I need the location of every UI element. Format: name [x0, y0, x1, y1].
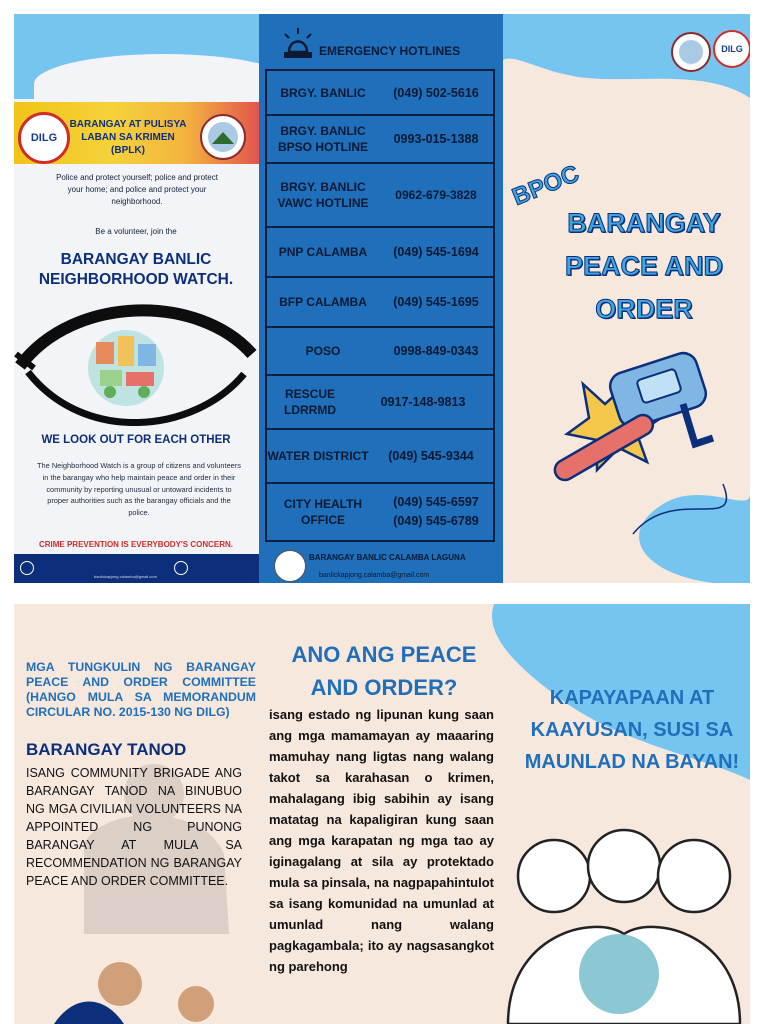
peace-and-order-body: isang estado ng lipunan kung saan ang mga mamamayan ay maaaring mamuhay nang ligtas nang walang takot sa karahasan o krimen, mahalagang ibig sabihin ay isang matatag na kapaligiran kung saan ang mga karapatan ng mga tao ay iginagalang at sila ay protektado mula sa pinsala, na nagpapahintulot sa isang komunidad na umunlad at umunlad nang walang pagkagambala; ito ay nagsasangkot ng parehong	[269, 707, 494, 974]
title-panel	[503, 14, 750, 583]
barangay-tanod-body: ISANG COMMUNITY BRIGADE ANG BARANGAY TANOD NA BINUBUO NG MGA CIVILIAN VOLUNTEERS NA APPOINTED NG PUNONG BARANGAY AT MULA SA RECOMMENDATION NG BARANGAY PEACE AND ORDER COMMITTEE.	[26, 766, 242, 888]
hotline-row	[265, 428, 495, 484]
hotline-row	[265, 482, 495, 542]
hotline-number[interactable]: (049) 545-9344	[388, 449, 474, 463]
hotline-name: BRGY. BANLIC	[280, 85, 366, 100]
siren-icon	[281, 26, 315, 62]
hotline-name: WATER DISTRICT	[267, 449, 369, 463]
kapayapaan-slogan: KAPAYAPAAN AT KAAYUSAN, SUSI SA MAUNLAD NA BAYAN!	[524, 687, 740, 773]
tagline: Police and protect yourself; police and protect your home; and police and protect your neighborhood.	[56, 173, 218, 206]
bpoc-label: BPOC	[508, 160, 583, 212]
neighborhood-watch-description: The Neighborhood Watch is a group of citizens and volunteers in the barangay who help maintain peace and order in their community by reporting unusual or untoward incidents to proper authorities such as the barangay officials and the police.	[37, 461, 241, 518]
dilg-logo-text: DILG	[721, 44, 743, 54]
hotline-number[interactable]: 0962-679-3828	[395, 188, 477, 202]
hotline-row	[265, 374, 495, 430]
hotline-row	[265, 226, 495, 278]
hotline-number[interactable]: (049) 545-1695	[393, 295, 479, 309]
brochure-front	[14, 14, 750, 583]
hotline-number[interactable]: 0998-849-0343	[393, 344, 479, 358]
calamba-seal	[671, 32, 711, 72]
dilg-logo	[18, 112, 70, 164]
bpoc-title: BARANGAY PEACE AND ORDER	[564, 208, 724, 324]
emergency-hotlines-panel	[259, 14, 503, 583]
tungkulin-title: MGA TUNGKULIN NG BARANGAY PEACE AND ORDER COMMITTEE (HANGO MULA SA MEMORANDUM CIRCULAR NO. 2015-130 NG DILG)	[26, 660, 256, 719]
barangay-logo	[274, 550, 306, 582]
hotline-name: BRGY. BANLIC BPSO HOTLINE	[277, 124, 368, 154]
left-footer-email: banlickapjong.calamba@gmail.com	[94, 574, 157, 579]
lookout-heading: WE LOOK OUT FOR EACH OTHER	[41, 434, 231, 446]
hotline-name: CITY HEALTH OFFICE	[283, 497, 363, 527]
neighborhood-watch-title: BARANGAY BANLIC NEIGHBORHOOD WATCH.	[38, 251, 234, 288]
hotline-row	[265, 326, 495, 376]
bplk-title: BARANGAY AT PULISYA LABAN SA KRIMEN (BPLK)	[69, 119, 187, 156]
brochure-inside	[14, 604, 750, 1024]
phone-icon	[174, 561, 188, 575]
location-icon	[20, 561, 34, 575]
hotline-name: PNP CALAMBA	[278, 245, 368, 259]
barangay-tanod-heading: BARANGAY TANOD	[26, 740, 187, 759]
peace-and-order-heading: ANO ANG PEACE AND ORDER?	[291, 642, 477, 700]
hotlines-title: EMERGENCY HOTLINES	[319, 44, 461, 58]
hotline-name: RESCUE LDRRMD	[284, 387, 336, 417]
hotline-number[interactable]: (049) 545-6597 (049) 545-6789	[393, 495, 479, 528]
hotline-row	[265, 114, 495, 164]
crime-prevention-slogan: CRIME PREVENTION IS EVERYBODY'S CONCERN.	[38, 540, 234, 549]
hotline-number[interactable]: (049) 502-5616	[393, 85, 479, 100]
barangay-footer-email: banlickapjong.calamba@gmail.com	[319, 572, 430, 579]
hotline-row	[265, 276, 495, 328]
hotline-number[interactable]: 0993-015-1388	[393, 132, 479, 146]
dilg-logo	[713, 30, 750, 68]
barangay-footer-name: BARANGAY BANLIC CALAMBA LAGUNA	[309, 553, 466, 562]
security-camera-illustration	[543, 334, 723, 504]
hotline-name: BRGY. BANLIC VAWC HOTLINE	[277, 180, 369, 210]
hotline-name: POSO	[305, 344, 341, 358]
hotline-number[interactable]: 0917-148-9813	[380, 395, 466, 409]
calamba-seal	[200, 114, 246, 160]
neighborhood-watch-panel	[14, 14, 259, 583]
hotline-name: BFP CALAMBA	[279, 295, 367, 309]
hotline-row	[265, 69, 495, 116]
hotline-number[interactable]: (049) 545-1694	[393, 245, 479, 259]
volunteer-line: Be a volunteer, join the	[95, 227, 177, 236]
eye-illustration	[14, 294, 259, 434]
hotline-row	[265, 162, 495, 228]
dilg-logo-text: DILG	[30, 132, 58, 144]
